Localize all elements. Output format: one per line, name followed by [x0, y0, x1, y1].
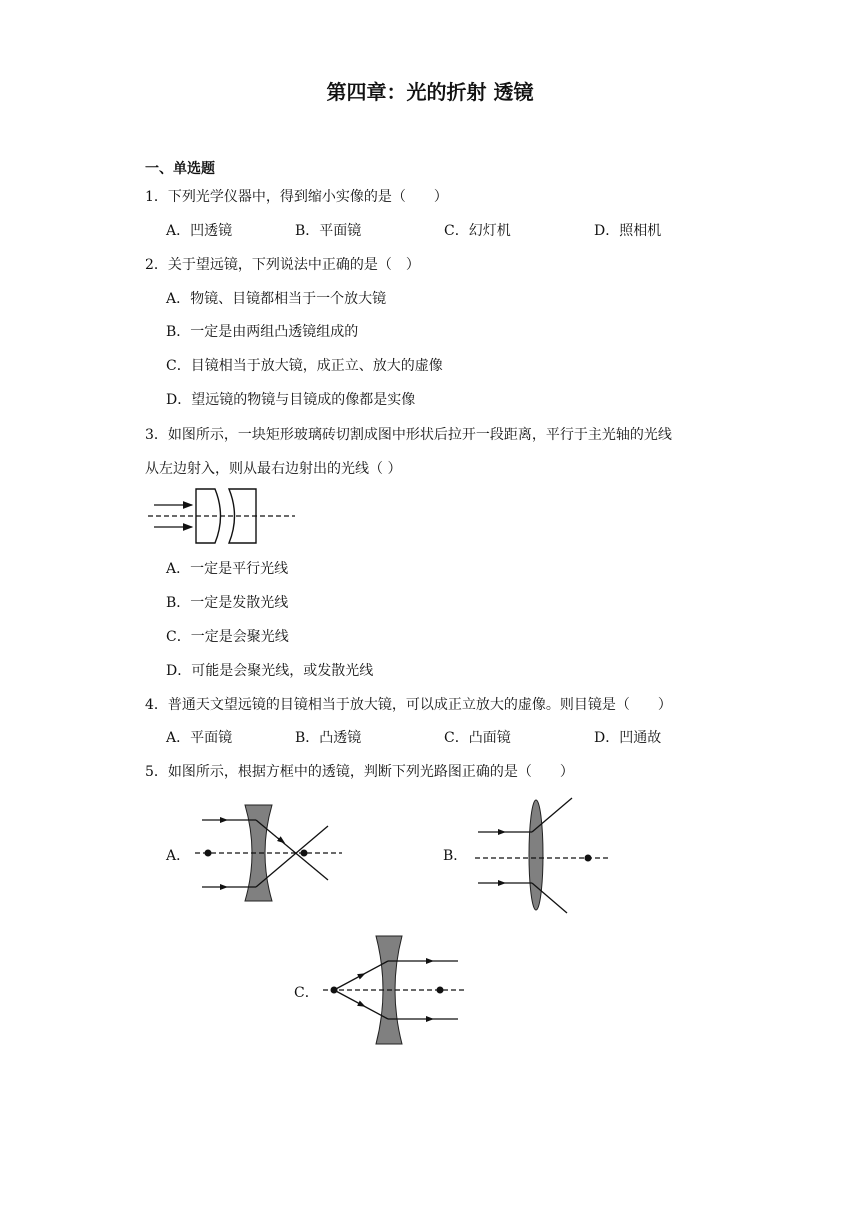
question-5-label-c[interactable]: C． — [294, 985, 319, 1001]
question-3-stem-line-2: 从左边射入，则从最右边射出的光线（ ） — [145, 461, 402, 477]
question-4-option-c[interactable]: C．凸面镜 — [444, 730, 511, 746]
page-title: 第四章：光的折射 透镜 — [326, 80, 534, 104]
question-3-figure — [140, 484, 300, 546]
question-4-option-d[interactable]: D．凹通故 — [594, 730, 662, 746]
question-5-diagram-b[interactable] — [470, 797, 615, 917]
question-1-option-a[interactable]: A．凹透镜 — [166, 223, 233, 239]
question-3-option-d[interactable]: D．可能是会聚光线，或发散光线 — [166, 663, 374, 679]
question-3-option-a[interactable]: A．一定是平行光线 — [166, 561, 289, 577]
question-2-option-d[interactable]: D．望远镜的物镜与目镜成的像都是实像 — [166, 392, 416, 408]
concave-glass-piece — [229, 489, 256, 543]
focal-point-right — [585, 855, 592, 862]
refracted-ray-top — [256, 820, 328, 880]
question-5-diagram-c[interactable] — [318, 934, 468, 1046]
question-4-stem: 4．普通天文望远镜的目镜相当于放大镜，可以成正立放大的虚像。则目镜是（ ） — [145, 697, 672, 713]
question-5-label-a[interactable]: A． — [166, 848, 191, 864]
question-2-option-b[interactable]: B．一定是由两组凸透镜组成的 — [166, 324, 359, 340]
question-4-option-b[interactable]: B．凸透镜 — [295, 730, 362, 746]
focal-point-right — [437, 987, 444, 994]
question-3-stem-line-1: 3．如图所示，一块矩形玻璃砖切割成图中形状后拉开一段距离，平行于主光轴的光线 — [145, 427, 672, 443]
question-2-option-c[interactable]: C．目镜相当于放大镜，成正立、放大的虚像 — [166, 358, 443, 374]
question-2-stem: 2．关于望远镜，下列说法中正确的是（ ） — [145, 257, 420, 273]
section-heading: 一、单选题 — [145, 161, 215, 177]
question-3-option-b[interactable]: B．一定是发散光线 — [166, 595, 289, 611]
focal-point-left — [205, 850, 212, 857]
focal-point-right — [301, 850, 308, 857]
question-1-stem: 1．下列光学仪器中，得到缩小实像的是（ ） — [145, 189, 448, 205]
convex-lens — [529, 800, 543, 910]
question-1-option-d[interactable]: D．照相机 — [594, 223, 662, 239]
question-3-option-c[interactable]: C．一定是会聚光线 — [166, 629, 289, 645]
question-5-diagram-a[interactable] — [190, 803, 350, 905]
question-5-label-b[interactable]: B． — [443, 848, 468, 864]
question-2-option-a[interactable]: A．物镜、目镜都相当于一个放大镜 — [166, 291, 387, 307]
question-5-stem: 5．如图所示，根据方框中的透镜，判断下列光路图正确的是（ ） — [145, 764, 574, 780]
question-1-option-b[interactable]: B．平面镜 — [295, 223, 362, 239]
question-1-option-c[interactable]: C．幻灯机 — [444, 223, 511, 239]
refracted-ray-bottom — [256, 826, 328, 887]
question-4-option-a[interactable]: A．平面镜 — [166, 730, 233, 746]
